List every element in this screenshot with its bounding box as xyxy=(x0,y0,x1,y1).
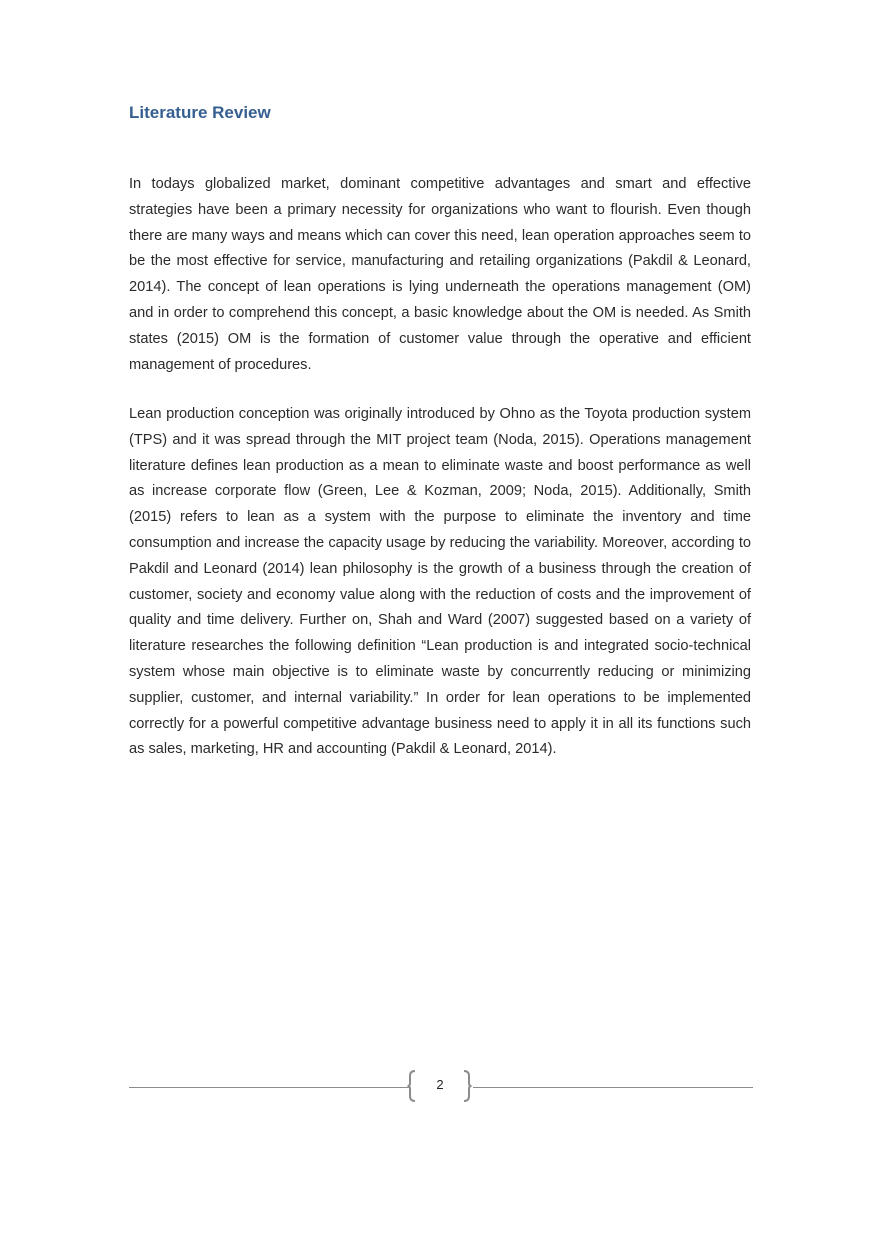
right-brace-icon xyxy=(462,1070,472,1102)
body-paragraph: In todays globalized market, dominant competitive advantages and smart and effective strategies have been a primary necessity for organizations who want to flourish. Even though there are many ways and means which can cover this need, lean operation approaches seem to be the most effective for service, manufacturing and retailing organizations (Pakdil & Leonard, 2014). The concept of lean operations is lying underneath the operations management (OM) and in order to comprehend this concept, a basic knowledge about the OM is needed. As Smith states (2015) OM is the formation of customer value through the operative and efficient management of procedures. xyxy=(129,176,751,373)
left-brace-icon xyxy=(407,1070,417,1102)
footer-divider-left xyxy=(129,1087,409,1088)
footer-divider-right xyxy=(473,1087,753,1088)
body-paragraph: Lean production conception was originally introduced by Ohno as the Toyota production system (TPS) and it was spread through the MIT project team (Noda, 2015). Operations management literature defines lean production as a mean to eliminate waste and boost performance as well as increase corporate flow (Green, Lee & Kozman, 2009; Noda, 2015). Additionally, Smith (2015) refers to lean as a system with the purpose to eliminate the inventory and time consumption and increase the capacity usage by reducing the variability. Moreover, according to Pakdil and Leonard (2014) lean philosophy is the growth of a business through the creation of customer, society and economy value along with the reduction of costs and the improvement of quality and time delivery. Further on, Shah and Ward (2007) suggested based on a variety of literature researches the following definition “Lean production is and integrated socio-technical system whose main objective is to eliminate waste by concurrently reducing or minimizing supplier, customer, and internal variability.” In order for lean operations to be implemented correctly for a powerful competitive advantage business need to apply it in all its functions such as sales, marketing, HR and accounting (Pakdil & Leonard, 2014). xyxy=(129,406,751,758)
section-heading: Literature Review xyxy=(129,103,271,122)
page-number: 2 xyxy=(436,1077,444,1092)
